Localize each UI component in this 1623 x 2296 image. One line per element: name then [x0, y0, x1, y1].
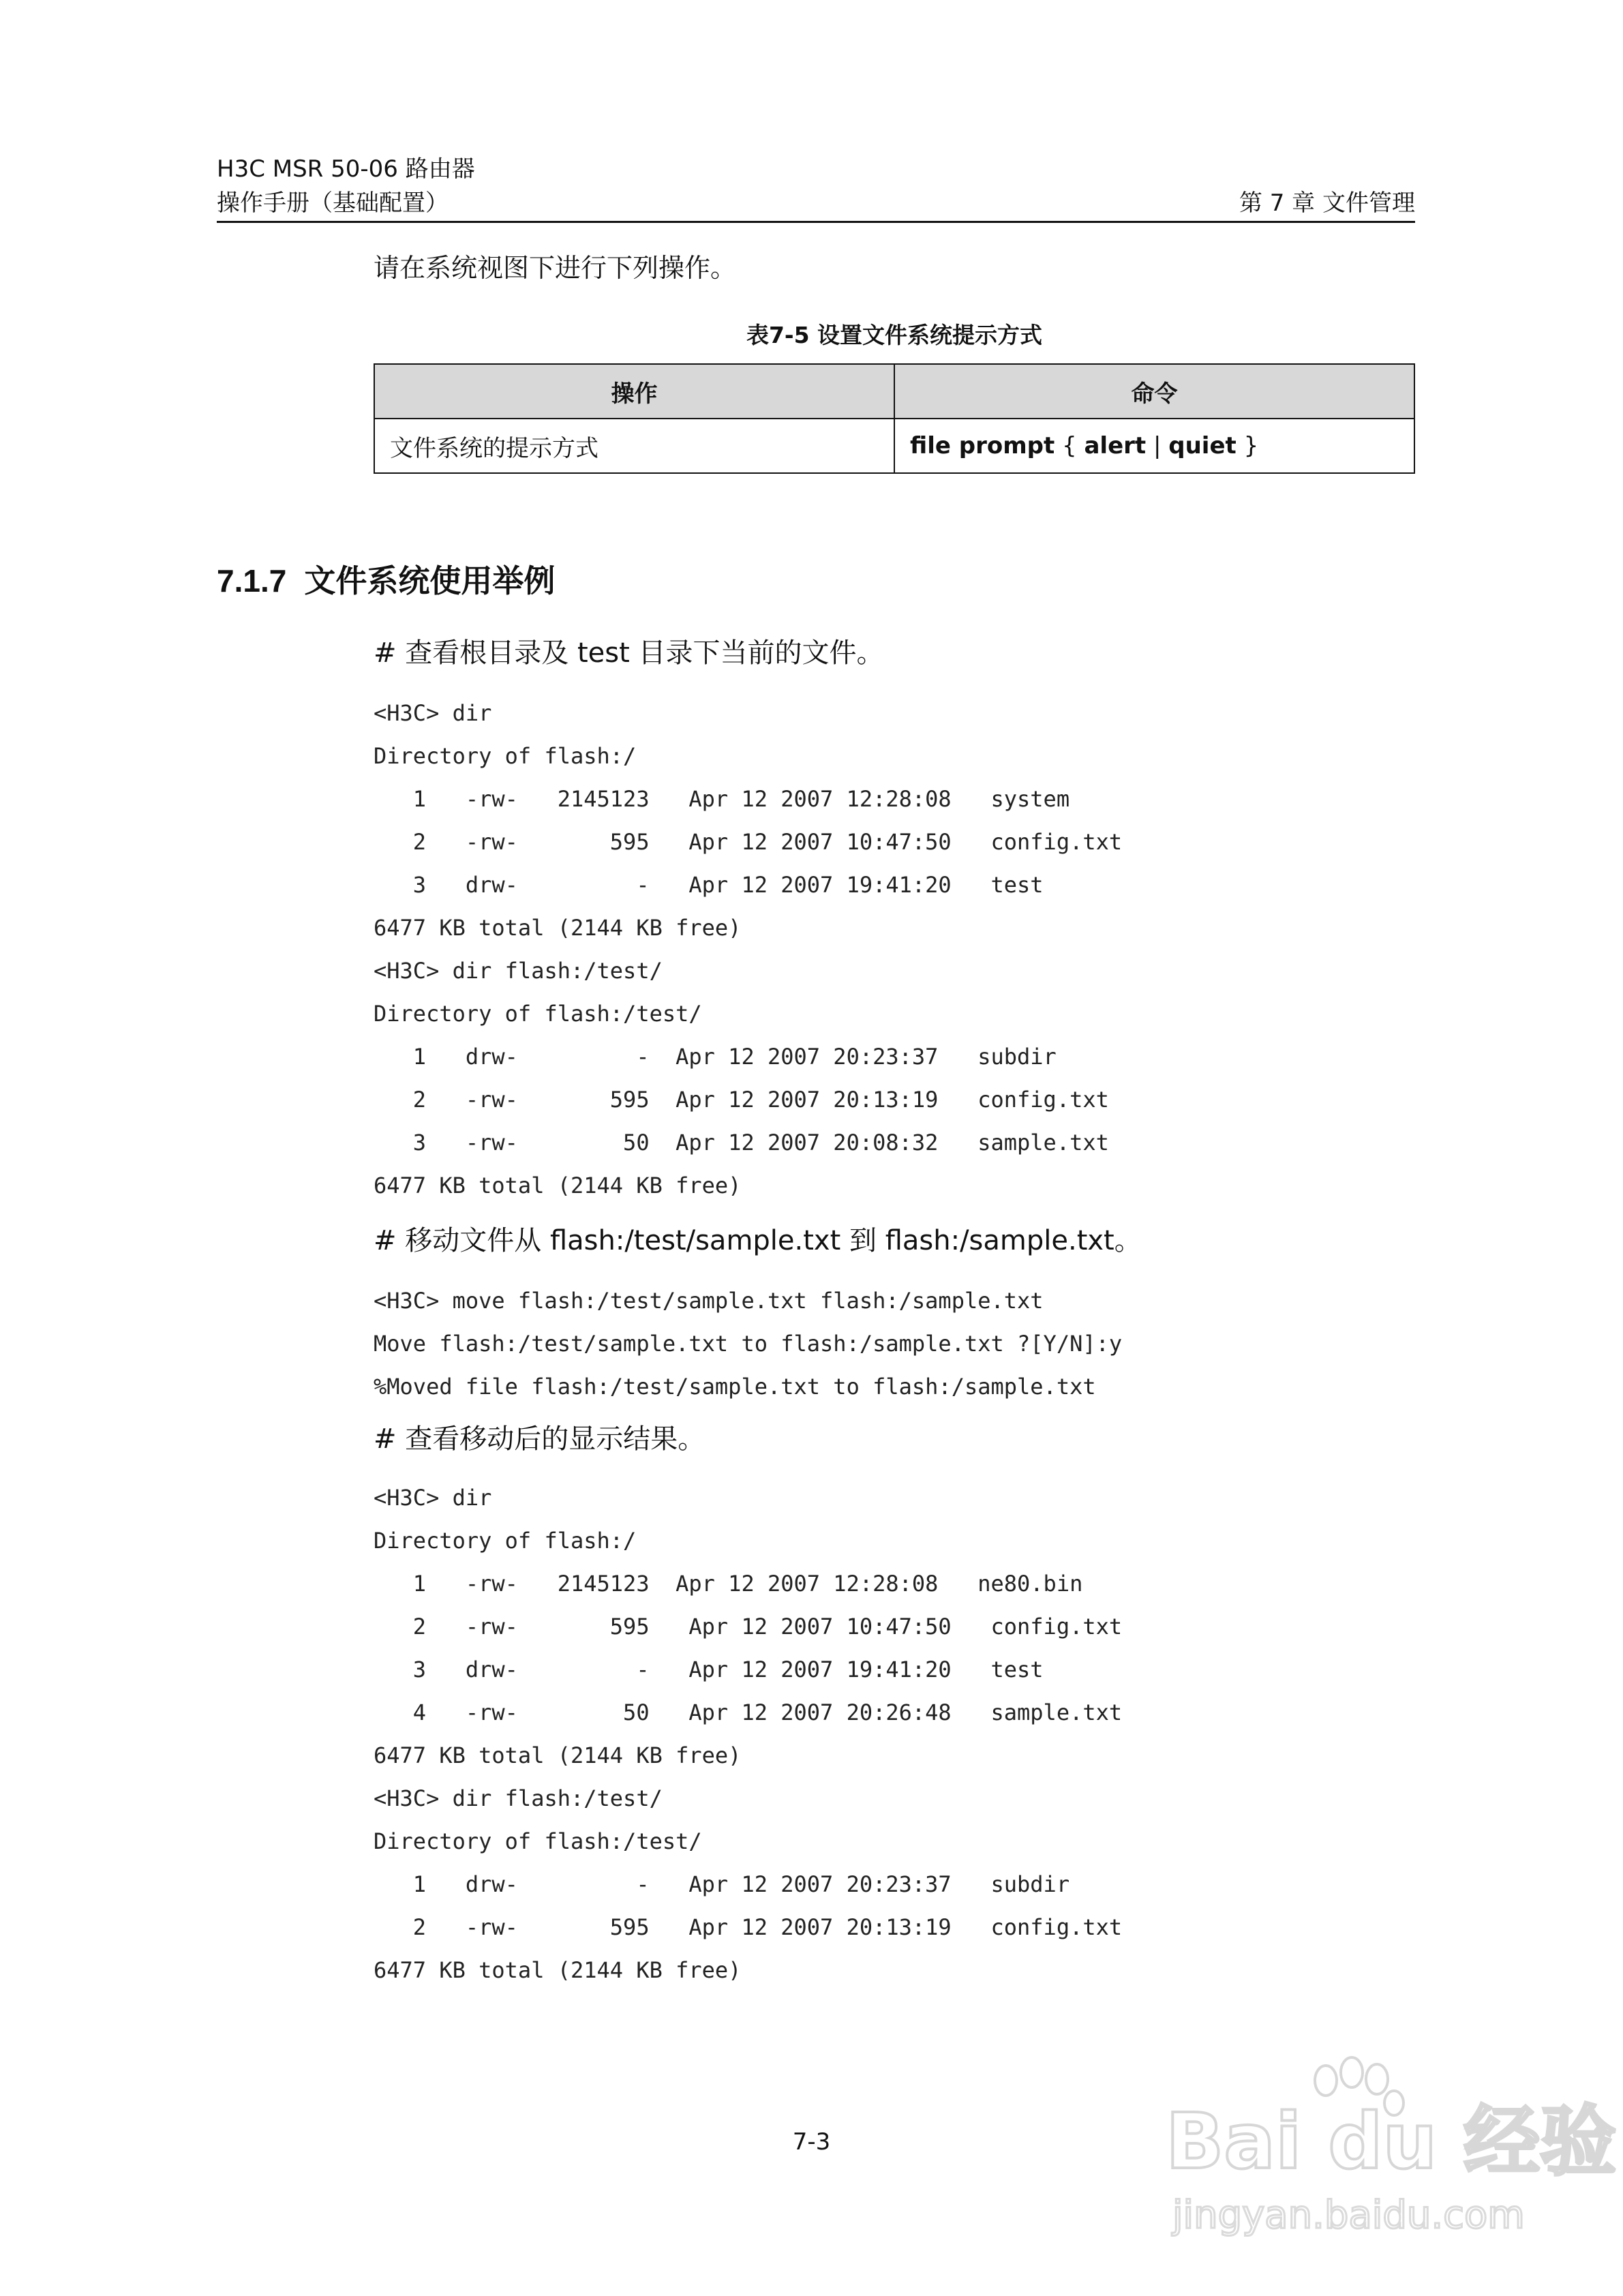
code-line: 6477 KB total (2144 KB free): [374, 1957, 742, 1983]
code-line: 6477 KB total (2144 KB free): [374, 915, 742, 941]
code-line: 4 -rw- 50 Apr 12 2007 20:26:48 sample.txt: [374, 1700, 1123, 1725]
code-line: <H3C> dir flash:/test/: [374, 1785, 663, 1811]
code-line: Directory of flash:/test/: [374, 1828, 702, 1854]
header-product: H3C MSR 50-06 路由器: [217, 155, 475, 183]
cell-operation: 文件系统的提示方式: [374, 419, 894, 473]
intro-text: 请在系统视图下进行下列操作。: [374, 253, 737, 283]
cmd-brace-open: {: [1055, 432, 1084, 459]
code-line: <H3C> move flash:/test/sample.txt flash:/sample.txt: [374, 1288, 1044, 1314]
code-line: 2 -rw- 595 Apr 12 2007 10:47:50 config.txt: [374, 829, 1123, 855]
baidu-jingyan-watermark: [1159, 2052, 1617, 2256]
code-line: 3 -rw- 50 Apr 12 2007 20:08:32 sample.txt: [374, 1130, 1109, 1155]
code-line: 3 drw- - Apr 12 2007 19:41:20 test: [374, 872, 1044, 898]
code-line: 2 -rw- 595 Apr 12 2007 20:13:19 config.txt: [374, 1087, 1109, 1113]
code-line: 2 -rw- 595 Apr 12 2007 10:47:50 config.txt: [374, 1614, 1123, 1640]
code-line: 6477 KB total (2144 KB free): [374, 1173, 742, 1198]
cmd-brace-close: }: [1236, 432, 1259, 459]
header-chapter: 第 7 章 文件管理: [1239, 190, 1415, 217]
section-title: 文件系统使用举例: [304, 562, 556, 599]
code-line: 6477 KB total (2144 KB free): [374, 1742, 742, 1768]
watermark-brand: Bai du 经验: [1166, 2098, 1617, 2186]
cmd-option-alert: alert: [1084, 432, 1147, 459]
code-line: <H3C> dir flash:/test/: [374, 958, 663, 984]
table-row: [374, 419, 1414, 473]
watermark-url: jingyan.baidu.com: [1172, 2193, 1525, 2237]
table-caption: 表7-5 设置文件系统提示方式: [746, 322, 1043, 348]
header-divider: [217, 221, 1415, 223]
code-line: %Moved file flash:/test/sample.txt to flash:/sample.txt: [374, 1374, 1096, 1400]
cell-command: [894, 419, 1414, 473]
paw-toe-icon: [1315, 2066, 1337, 2096]
code-line: Directory of flash:/: [374, 743, 637, 769]
note-view-files: # 查看根目录及 test 目录下当前的文件。: [374, 637, 884, 669]
code-line: Directory of flash:/: [374, 1528, 637, 1554]
section-heading: [217, 560, 555, 601]
code-block-1: [374, 692, 1122, 1207]
code-line: <H3C> dir: [374, 700, 492, 726]
code-block-2: [374, 1280, 1122, 1408]
code-line: 1 drw- - Apr 12 2007 20:23:37 subdir: [374, 1871, 1070, 1897]
code-line: 1 drw- - Apr 12 2007 20:23:37 subdir: [374, 1044, 1057, 1070]
code-line: Move flash:/test/sample.txt to flash:/sample.txt ?[Y/N]:y: [374, 1331, 1123, 1357]
header-cell-command: 命令: [894, 364, 1414, 419]
code-line: <H3C> dir: [374, 1485, 492, 1511]
command-table: [374, 363, 1415, 474]
code-block-3: [374, 1477, 1122, 1992]
table-header-row: [374, 364, 1414, 419]
header-manual: 操作手册（基础配置）: [217, 190, 449, 217]
note-view-result: # 查看移动后的显示结果。: [374, 1423, 706, 1455]
page-number: 7-3: [792, 2128, 831, 2156]
paw-toe-icon: [1341, 2057, 1363, 2087]
code-line: 2 -rw- 595 Apr 12 2007 20:13:19 config.txt: [374, 1914, 1123, 1940]
cmd-separator: |: [1146, 432, 1169, 459]
code-line: 1 -rw- 2145123 Apr 12 2007 12:28:08 system: [374, 786, 1070, 812]
code-line: Directory of flash:/test/: [374, 1001, 702, 1027]
cmd-option-quiet: quiet: [1168, 432, 1237, 459]
header-cell-operation: 操作: [374, 364, 894, 419]
code-line: 3 drw- - Apr 12 2007 19:41:20 test: [374, 1657, 1044, 1682]
section-number: 7.1.7: [217, 563, 287, 599]
paw-toe-icon: [1366, 2064, 1388, 2094]
cmd-keyword: file prompt: [910, 432, 1055, 459]
code-line: 1 -rw- 2145123 Apr 12 2007 12:28:08 ne80.bin: [374, 1571, 1083, 1597]
note-move-file: # 移动文件从 flash:/test/sample.txt 到 flash:/sample.txt。: [374, 1225, 1142, 1256]
